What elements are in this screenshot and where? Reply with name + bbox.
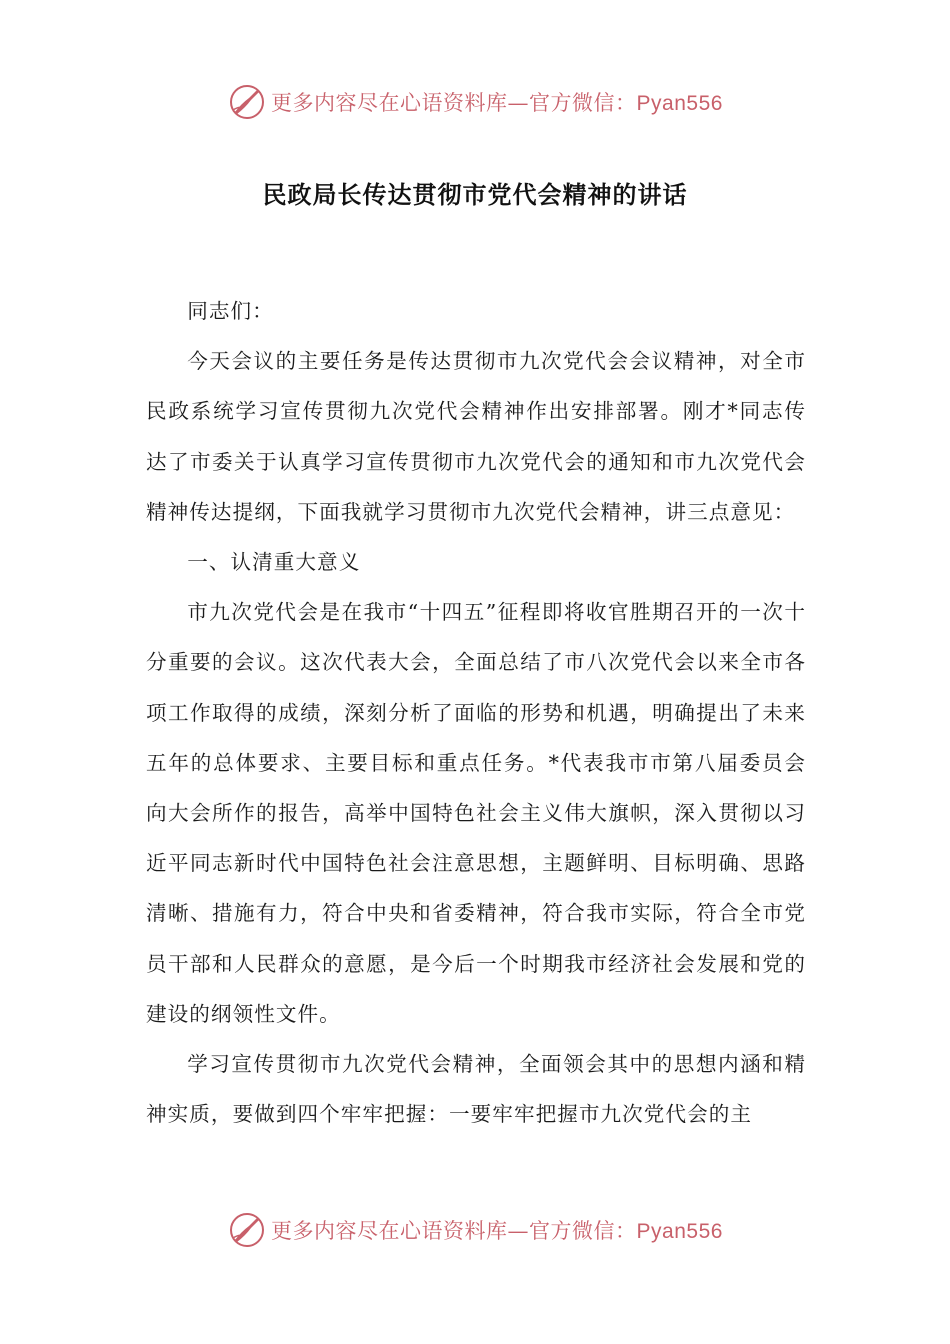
paragraph: 今天会议的主要任务是传达贯彻市九次党代会会议精神，对全市民政系统学习宣传贯彻九次党代会精神作出安排部署。刚才*同志传达了市委关于认真学习宣传贯彻市九次党代会的通知和市九次党代会精神传达提纲，下面我就学习贯彻市九次党代会精神，讲三点意见： <box>146 349 806 524</box>
banner-text <box>271 87 723 117</box>
banner-brand: 更多内容尽在心语资料库 <box>271 91 508 115</box>
pen-logo-icon <box>227 82 267 122</box>
header-banner <box>0 80 950 124</box>
paragraph: 市九次党代会是在我市“十四五”征程即将收官胜期召开的一次十分重要的会议。这次代表大会，全面总结了市八次党代会以来全市各项工作取得的成绩，深刻分析了面临的形势和机遇，明确提出了未来五年的总体要求、主要目标和重点任务。*代表我市市第八届委员会向大会所作的报告，高举中国特色社会主义伟大旗帜，深入贯彻以习近平同志新时代中国特色社会注意思想，主题鲜明、目标明确、思路清晰、措施有力，符合中央和省委精神，符合我市实际，符合全市党员干部和人民群众的意愿，是今后一个时期我市经济社会发展和党的建设的纲领性文件。 <box>146 600 806 1026</box>
banner-text <box>271 1215 723 1245</box>
banner-dash: — <box>507 91 530 115</box>
banner-wechat-label: 官方微信： <box>529 91 637 115</box>
banner-wechat-label: 官方微信： <box>529 1219 637 1243</box>
document-title: 民政局长传达贯彻市党代会精神的讲话 <box>262 180 688 209</box>
paragraph: 学习宣传贯彻市九次党代会精神，全面领会其中的思想内涵和精神实质，要做到四个牢牢把握：一要牢牢把握市九次党代会的主 <box>146 1052 806 1127</box>
banner-wechat-account: Pyan556 <box>636 1220 723 1243</box>
pen-logo-icon <box>227 1210 267 1250</box>
document-body <box>146 286 806 1139</box>
footer-banner <box>0 1208 950 1252</box>
salutation: 同志们： <box>187 299 274 323</box>
banner-wechat-account: Pyan556 <box>636 92 723 115</box>
banner-brand: 更多内容尽在心语资料库 <box>271 1219 508 1243</box>
section-heading: 一、认清重大意义 <box>187 550 361 575</box>
banner-dash: — <box>507 1219 530 1243</box>
